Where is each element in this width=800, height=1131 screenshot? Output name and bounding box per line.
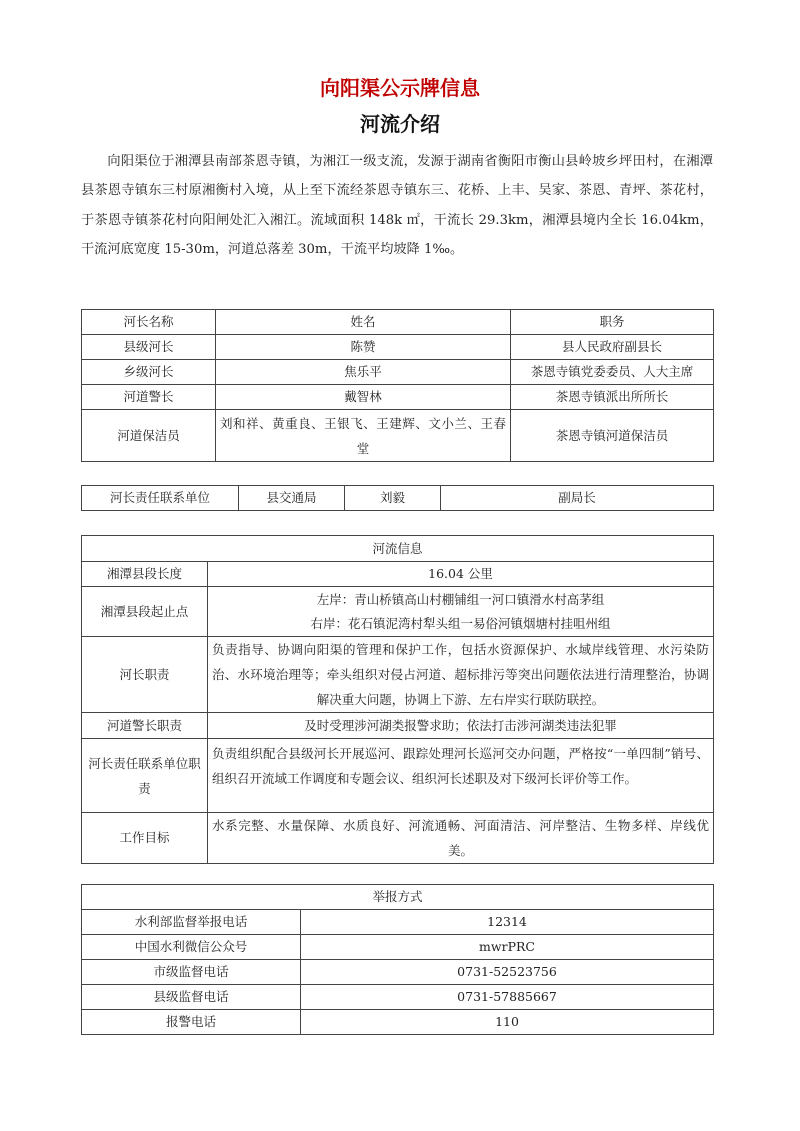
table-row: [82, 960, 714, 985]
table-row: [82, 739, 714, 813]
channel-label-cell: 水利部监督举报电话: [82, 910, 301, 935]
table-row: [82, 910, 714, 935]
table-row: [82, 562, 714, 587]
river-intro-paragraph: 向阳渠位于湘潭县南部茶恩寺镇，为湘江一级支流，发源于湖南省衡阳市衡山县岭坡乡坪田村，在湘潭县茶恩寺镇东三村原湘衡村入境，从上至下流经茶恩寺镇东三、花桥、上丰、吴家、茶恩、青坪、茶花村，于茶恩寺镇茶花村向阳闸处汇入湘江。流域面积 148k ㎡，干流长 29.3km，湘潭县境内全长 16.04km，干流河底宽度 15-30m，河道总落差 30m，干流平均坡降 1‰。: [81, 154, 713, 257]
table-row: [82, 1010, 714, 1035]
table-row: [82, 410, 714, 462]
right-bank-line: 右岸：花石镇泥湾村犁头组一易俗河镇烟塘村挂咀州组: [310, 615, 611, 631]
position-cell: 茶恩寺镇河道保洁员: [511, 410, 714, 462]
channel-value-cell: 110: [301, 1010, 714, 1035]
name-cell: 戴智林: [216, 385, 511, 410]
liaison-name-cell: 刘毅: [345, 486, 441, 511]
label-cell: 河长责任联系单位职责: [82, 739, 208, 813]
role-cell: 河道警长: [82, 385, 216, 410]
page-title: 向阳渠公示牌信息: [320, 76, 480, 100]
channel-label-cell: 县级监督电话: [82, 985, 301, 1010]
value-cell: 水系完整、水量保障、水质良好、河流通畅、河面清洁、河岸整洁、生物多样、岸线优美。: [208, 813, 714, 864]
liaison-position-cell: 副局长: [441, 486, 714, 511]
label-cell: 湘潭县段起止点: [82, 587, 208, 637]
liaison-unit-table: [81, 485, 714, 511]
role-cell: 河道保洁员: [82, 410, 216, 462]
label-cell: 河长职责: [82, 637, 208, 713]
name-cell: 刘和祥、黄重良、王银飞、王建辉、文小兰、王春堂: [216, 410, 511, 462]
liaison-unit-cell: 县交通局: [239, 486, 345, 511]
channel-value-cell: 0731-57885667: [301, 985, 714, 1010]
channel-value-cell: 0731-52523756: [301, 960, 714, 985]
role-cell: 乡级河长: [82, 360, 216, 385]
table-header-row: [82, 536, 714, 562]
value-cell: 及时受理涉河湖类报警求助；依法打击涉河湖类违法犯罪: [208, 713, 714, 739]
label-cell: 工作目标: [82, 813, 208, 864]
table-row: [82, 713, 714, 739]
label-cell: 河道警长职责: [82, 713, 208, 739]
channel-value-cell: 12314: [301, 910, 714, 935]
header-cell: 职务: [511, 310, 714, 335]
value-cell: 负责组织配合县级河长开展巡河、跟踪处理河长巡河交办问题，严格按“一单四制”销号、组织召开流域工作调度和专题会议、组织河长述职及对下级河长评价等工作。: [208, 739, 714, 813]
table-row: [82, 335, 714, 360]
position-cell: 茶恩寺镇党委委员、人大主席: [511, 360, 714, 385]
left-bank-line: 左岸：青山桥镇高山村棚铺组一河口镇滑水村高茅组: [316, 591, 605, 607]
label-cell: 湘潭县段长度: [82, 562, 208, 587]
channel-label-cell: 市级监督电话: [82, 960, 301, 985]
value-cell: 负责指导、协调向阳渠的管理和保护工作，包括水资源保护、水域岸线管理、水污染防治、水环境治理等；牵头组织对侵占河道、超标排污等突出问题依法进行清理整治，协调解决重大问题，协调上下游、左右岸实行联防联控。: [208, 637, 714, 713]
header-cell: 姓名: [216, 310, 511, 335]
table-row: [82, 935, 714, 960]
river-info-table: [81, 535, 714, 864]
table-header-row: [82, 310, 714, 335]
liaison-label-cell: 河长责任联系单位: [82, 486, 239, 511]
position-cell: 县人民政府副县长: [511, 335, 714, 360]
table-row: [82, 637, 714, 713]
name-cell: 陈赞: [216, 335, 511, 360]
table-row: [82, 486, 714, 511]
header-cell: 河长名称: [82, 310, 216, 335]
header-cell: 举报方式: [82, 885, 714, 910]
section-title: 河流介绍: [360, 112, 440, 136]
channel-label-cell: 报警电话: [82, 1010, 301, 1035]
role-cell: 县级河长: [82, 335, 216, 360]
header-cell: 河流信息: [82, 536, 714, 562]
value-cell: [208, 587, 714, 637]
channel-value-cell: mwrPRC: [301, 935, 714, 960]
channel-label-cell: 中国水利微信公众号: [82, 935, 301, 960]
table-row: [82, 385, 714, 410]
name-cell: 焦乐平: [216, 360, 511, 385]
table-row: [82, 813, 714, 864]
position-cell: 茶恩寺镇派出所所长: [511, 385, 714, 410]
table-row: [82, 985, 714, 1010]
table-row: [82, 587, 714, 637]
report-channels-table: [81, 884, 714, 1035]
table-header-row: [82, 885, 714, 910]
value-cell: 16.04 公里: [208, 562, 714, 587]
river-chiefs-table: [81, 309, 714, 462]
table-row: [82, 360, 714, 385]
